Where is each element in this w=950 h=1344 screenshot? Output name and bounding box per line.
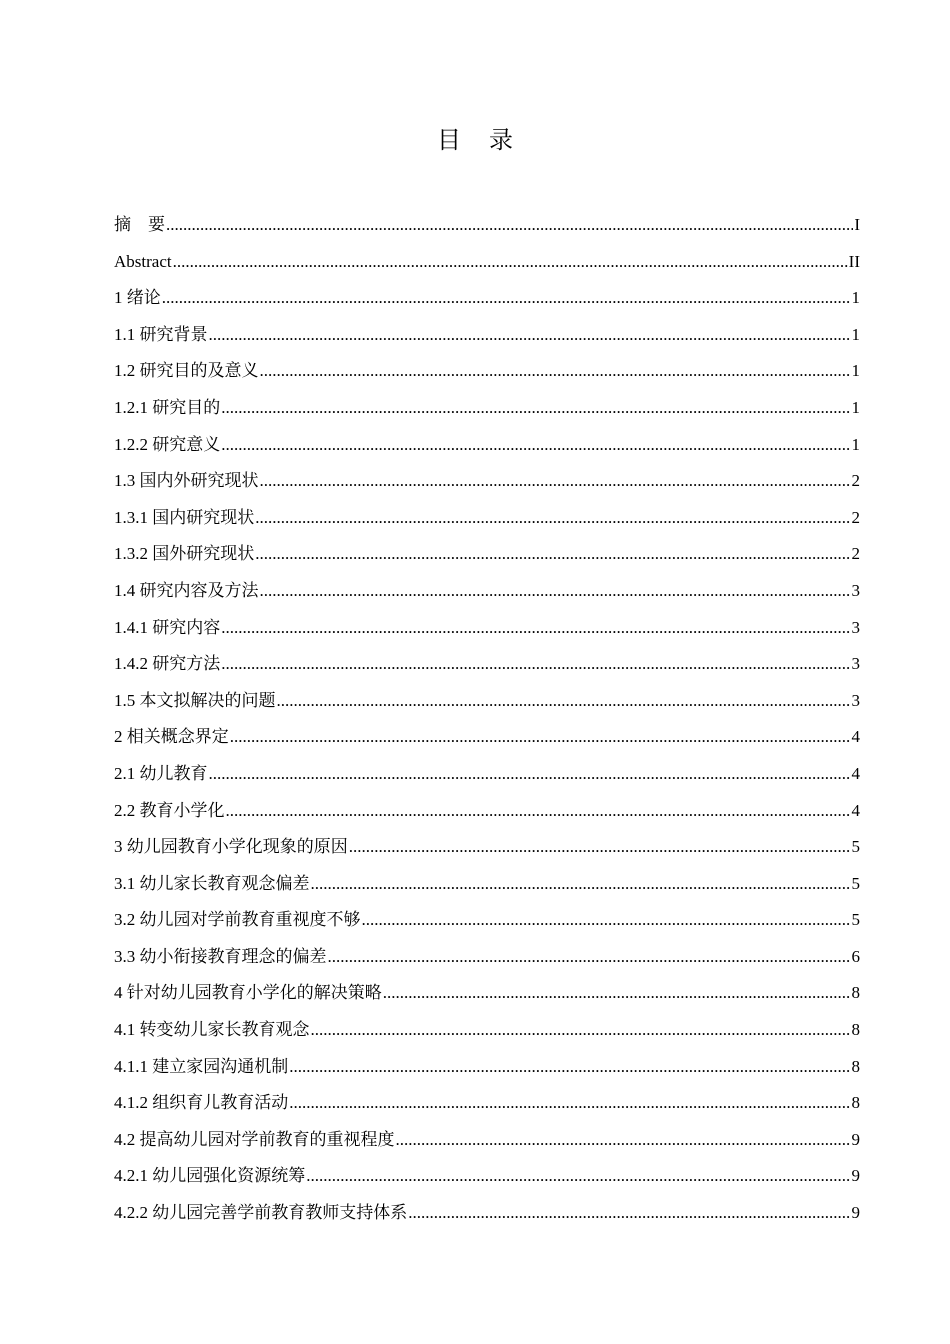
- toc-entry-page: 3: [851, 580, 860, 600]
- toc-entry-label: 3.3 幼小衔接教育理念的偏差: [114, 946, 327, 966]
- toc-entry[interactable]: [114, 1158, 860, 1195]
- toc-dot-leader: [349, 829, 851, 866]
- toc-entry-label: 1.2.2 研究意义: [114, 434, 221, 454]
- toc-entry-label: 1.2 研究目的及意义: [114, 361, 259, 381]
- toc-dot-leader: [289, 1049, 850, 1086]
- toc-dot-leader: [311, 1012, 851, 1049]
- toc-entry[interactable]: [114, 353, 860, 390]
- toc-dot-leader: [362, 902, 851, 939]
- toc-entry-label: 4.2.2 幼儿园完善学前教育教师支持体系: [114, 1203, 408, 1223]
- toc-entry-page: 4: [851, 763, 860, 783]
- toc-entry-label: 4.2.1 幼儿园强化资源统筹: [114, 1166, 306, 1186]
- toc-entry-page: 2: [851, 507, 860, 527]
- toc-entry-page: 6: [851, 946, 860, 966]
- toc-dot-leader: [383, 975, 851, 1012]
- toc-entry[interactable]: [114, 427, 860, 464]
- toc-entry-label: 1.4.2 研究方法: [114, 654, 221, 674]
- toc-entry[interactable]: [114, 1085, 860, 1122]
- toc-dot-leader: [221, 610, 850, 647]
- toc-entry[interactable]: [114, 536, 860, 573]
- toc-entry-page: 3: [851, 690, 860, 710]
- toc-dot-leader: [260, 463, 851, 500]
- toc-entry-label: 摘 要: [114, 215, 165, 234]
- toc-entry[interactable]: [114, 207, 860, 244]
- toc-entry-page: I: [854, 215, 860, 234]
- toc-entry-label: 2.2 教育小学化: [114, 800, 225, 820]
- toc-dot-leader: [162, 280, 851, 317]
- toc-dot-leader: [396, 1122, 851, 1159]
- toc-dot-leader: [226, 793, 851, 830]
- toc-entry-page: 4: [851, 800, 860, 820]
- toc-entry-label: 4.1.2 组织育儿教育活动: [114, 1093, 289, 1113]
- toc-entry-page: 3: [851, 617, 860, 637]
- toc-entry-page: 1: [851, 434, 860, 454]
- toc-entry-label: 1.2.1 研究目的: [114, 397, 221, 417]
- toc-dot-leader: [255, 536, 850, 573]
- toc-entry[interactable]: [114, 390, 860, 427]
- toc-entry-label: 1.5 本文拟解决的问题: [114, 690, 276, 710]
- toc-entry[interactable]: [114, 756, 860, 793]
- toc-entry-page: 8: [851, 983, 860, 1003]
- page-title-char-1: 目: [437, 126, 461, 154]
- toc-entry[interactable]: [114, 683, 860, 720]
- toc-entry-page: 3: [851, 654, 860, 674]
- toc-entry-label: 4.2 提高幼儿园对学前教育的重视程度: [114, 1129, 395, 1149]
- toc-entry-page: 9: [851, 1129, 860, 1149]
- toc-entry-page: 5: [851, 910, 860, 930]
- toc-dot-leader: [166, 207, 853, 244]
- toc-entry-label: 4.1 转变幼儿家长教育观念: [114, 1020, 310, 1040]
- toc-entry[interactable]: [114, 902, 860, 939]
- toc-entry[interactable]: [114, 829, 860, 866]
- toc-entry-label: Abstract: [114, 251, 172, 271]
- toc-entry-label: 1.3.1 国内研究现状: [114, 507, 255, 527]
- toc-entry[interactable]: [114, 975, 860, 1012]
- toc-entry-page: 2: [851, 544, 860, 564]
- toc-entry[interactable]: [114, 280, 860, 317]
- toc-entry-label: 1 绪论: [114, 288, 161, 308]
- toc-dot-leader: [221, 427, 850, 464]
- toc-dot-leader: [230, 719, 851, 756]
- toc-entry-label: 4 针对幼儿园教育小学化的解决策略: [114, 983, 382, 1003]
- toc-entry[interactable]: [114, 244, 860, 281]
- toc-entry-label: 1.3 国内外研究现状: [114, 471, 259, 491]
- toc-entry-label: 3.1 幼儿家长教育观念偏差: [114, 873, 310, 893]
- toc-entry-page: 1: [851, 288, 860, 308]
- toc-entry[interactable]: [114, 463, 860, 500]
- toc-dot-leader: [221, 646, 850, 683]
- toc-entry-page: 8: [851, 1093, 860, 1113]
- toc-entry-page: 8: [851, 1020, 860, 1040]
- toc-entry[interactable]: [114, 573, 860, 610]
- toc-entry[interactable]: [114, 866, 860, 903]
- toc-entry-label: 3 幼儿园教育小学化现象的原因: [114, 837, 348, 857]
- toc-entry-page: 4: [851, 727, 860, 747]
- toc-dot-leader: [289, 1085, 850, 1122]
- toc-entry[interactable]: [114, 317, 860, 354]
- toc-dot-leader: [255, 500, 850, 537]
- toc-entry[interactable]: [114, 500, 860, 537]
- toc-entry[interactable]: [114, 1012, 860, 1049]
- toc-entry[interactable]: [114, 793, 860, 830]
- toc-entry-label: 1.3.2 国外研究现状: [114, 544, 255, 564]
- toc-entry-label: 2.1 幼儿教育: [114, 763, 208, 783]
- toc-dot-leader: [260, 353, 851, 390]
- page-title-char-2: 录: [489, 126, 513, 154]
- toc-dot-leader: [328, 939, 851, 976]
- toc-entry-label: 1.4 研究内容及方法: [114, 580, 259, 600]
- toc-entry[interactable]: [114, 610, 860, 647]
- toc-entry-page: II: [848, 251, 860, 271]
- page-title: [0, 122, 950, 158]
- toc-entry-page: 9: [851, 1166, 860, 1186]
- toc-entry-label: 1.1 研究背景: [114, 324, 208, 344]
- toc-entry-page: 5: [851, 873, 860, 893]
- toc-entry-page: 1: [851, 324, 860, 344]
- toc-entry-page: 2: [851, 471, 860, 491]
- toc-entry-label: 3.2 幼儿园对学前教育重视度不够: [114, 910, 361, 930]
- table-of-contents: [114, 207, 860, 1232]
- toc-entry[interactable]: [114, 939, 860, 976]
- toc-entry-label: 4.1.1 建立家园沟通机制: [114, 1056, 289, 1076]
- toc-entry[interactable]: [114, 1122, 860, 1159]
- toc-entry-page: 1: [851, 397, 860, 417]
- toc-dot-leader: [221, 390, 850, 427]
- toc-entry-page: 1: [851, 361, 860, 381]
- toc-entry[interactable]: [114, 646, 860, 683]
- toc-dot-leader: [209, 756, 851, 793]
- toc-dot-leader: [173, 244, 848, 281]
- toc-dot-leader: [306, 1158, 850, 1195]
- toc-entry[interactable]: [114, 1195, 860, 1232]
- toc-dot-leader: [260, 573, 851, 610]
- toc-entry[interactable]: [114, 719, 860, 756]
- toc-entry-page: 9: [851, 1203, 860, 1223]
- toc-dot-leader: [277, 683, 851, 720]
- toc-dot-leader: [311, 866, 851, 903]
- toc-entry-page: 5: [851, 837, 860, 857]
- toc-entry-label: 1.4.1 研究内容: [114, 617, 221, 637]
- toc-entry[interactable]: [114, 1049, 860, 1086]
- toc-dot-leader: [209, 317, 851, 354]
- toc-entry-page: 8: [851, 1056, 860, 1076]
- toc-entry-label: 2 相关概念界定: [114, 727, 229, 747]
- toc-dot-leader: [408, 1195, 850, 1232]
